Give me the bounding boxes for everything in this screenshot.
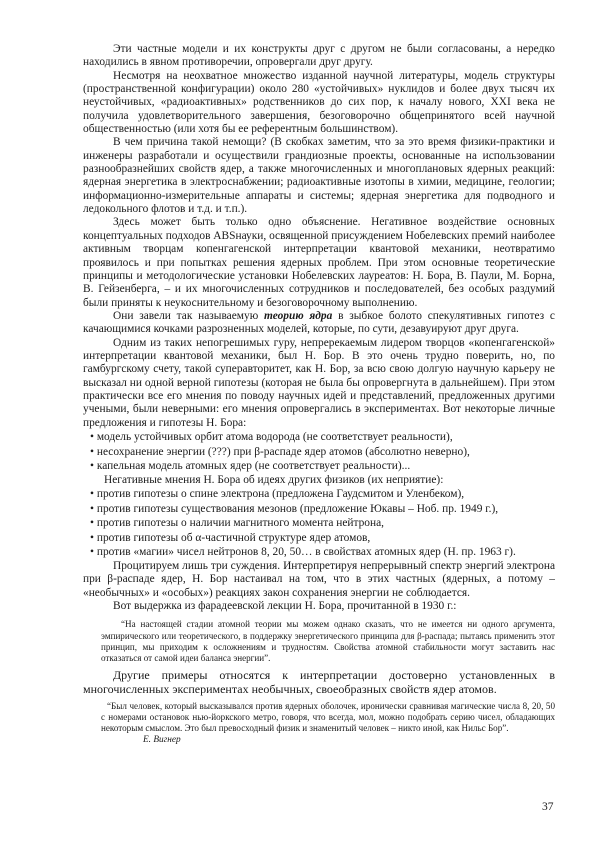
page-number: 37 (542, 801, 554, 813)
list-heading: Негативные мнения Н. Бора об идеях других физиков (их неприятие): (104, 473, 444, 486)
list-item: • против гипотезы о спине электрона (предложена Гаудсмитом и Уленбеком), (83, 487, 555, 502)
page-body (83, 43, 555, 746)
paragraph: Другие примеры относятся к интерпретации достоверно установленных в многочисленных экспериментах необычных, своеобразных свойств ядер атомов. (83, 668, 555, 697)
paragraph: Одним из таких непогрешимых гуру, непререкаемым лидером творцов «копенгагенской» интерпретации квантовой механики, был Н. Бор. В это очень трудно поверить, но, по гамбургскому счету, такой суперавторитет, как Н. Бор, за всю свою долгую научную карьеру не высказал ни одной верной гипотезы (которая не была бы опровергнута в дальнейшем). При этом практически все его мнения по поводу научных идей и представлений, предложенных другими учеными, были неверными: его мнения опровергались в экспериментах. Вот некоторые личные предложения и гипотезы Н. Бора: (83, 336, 555, 429)
list-item: • модель устойчивых орбит атома водорода (не соответствует реальности), (83, 430, 555, 445)
list-item: • капельная модель атомных ядер (не соответствует реальности)... (83, 459, 555, 474)
block-quote: “На настоящей стадии атомной теории мы можем однако сказать, что не имеется ни одного аргумента, эмпирического или теоретического, в поддержку энергетического принципа для β-распада; пытаясь применить этот принцип, мы приходим к осложнениям и трудностям. Свойства атомной стабильности могут заставить нас отказаться от самой идеи баланса энергии”. (101, 619, 555, 664)
list-item: • против гипотезы существования мезонов (предложение Юкавы – Ноб. пр. 1949 г.), (83, 502, 555, 517)
block-quote: “Был человек, который высказывался против ядерных оболочек, иронически сравнивая магические числа 8, 20, 50 с номерами остановок нью-йоркского метро, говоря, что всегда, мол, можно подобрать серию чисел, обладающих некоторым смыслом. Это был превосходный физик и знаменитый человек – никто иной, как Нильс Бор”. (101, 700, 555, 734)
paragraph: Вот выдержка из фарадеевской лекции Н. Бора, прочитанной в 1930 г.: (113, 600, 457, 613)
paragraph: Эти частные модели и их конструкты друг с другом не были согласованы, а нередко находились в явном противоречии, опровергали друг другу. (83, 43, 555, 69)
text: Они завели так называемую (113, 309, 264, 322)
negative-opinions-list (83, 487, 555, 560)
paragraph (83, 310, 555, 337)
paragraph: Здесь может быть только одно объяснение. Негативное воздействие основных концептуальных подходов ABSнауки, освященной присуждением Нобелевских премий наиболее активным творцам копенгагенской интерпретации квантовой механики, неотвратимо проявилось и при попытках решения ядерных проблем. При этом основные теоретические принципы и методологические установки Нобелевских лауреатов: Н. Бора, В. Паули, М. Борна, В. Гейзенберга, – и их многочисленных сотрудников и последователей, без особых раздумий были приняты к неукоснительному и безоговорочному выполнению. (83, 216, 555, 309)
list-item: • против гипотезы о наличии магнитного момента нейтрона, (83, 516, 555, 531)
paragraph: Процитируем лишь три суждения. Интерпретируя непрерывный спектр энергий электрона при β-распаде ядер, Н. Бор настаивал на том, что в этих частных (ядерных, а потому – «необычных» и «особых») реакциях закон сохранения энергии не соблюдается. (83, 560, 555, 599)
bohr-hypotheses-list (83, 430, 555, 474)
list-item: • несохранение энергии (???) при β-распаде ядер атомов (абсолютно неверно), (83, 445, 555, 460)
quote-author: Е. Вигнер (143, 735, 181, 746)
emphasized-term: теорию ядра (263, 309, 333, 322)
list-item: • против «магии» чисел нейтронов 8, 20, 50… в свойствах атомных ядер (Н. пр. 1963 г). (83, 545, 555, 560)
text: в зыбкое болото спекулятивных гипотез с качающимися кочками разрозненных моделей, которые, по сути, дезавуируют друг друга. (83, 309, 555, 336)
list-item: • против гипотезы об α-частичной структуре ядер атомов, (83, 531, 555, 546)
paragraph: Несмотря на неохватное множество изданной научной литературы, модель структуры (пространственной конфигурации) около 280 «устойчивых» нуклидов и более двух тысяч их неустойчивых, «радиоактивных» родственников до сих пор, к началу нового, XXI века не получила удовлетворительного завершения, безоговорочно общепринятого всей научной общественностью (или хотя бы ее референтным большинством). (83, 69, 555, 136)
paragraph: В чем причина такой немощи? (В скобках заметим, что за это время физики-практики и инженеры разработали и осуществили грандиозные проекты, основанные на использовании разнообразнейших свойств ядер, а также многочисленных и многоплановых ядерных реакций: ядерная энергетика в электроснабжении; радиоактивные изотопы в химии, медицине, геологии; информационно-измерительные аппараты и системы; ядерная энергетика для подводного и ледокольного флотов и т.д. и т.п.). (83, 136, 555, 216)
